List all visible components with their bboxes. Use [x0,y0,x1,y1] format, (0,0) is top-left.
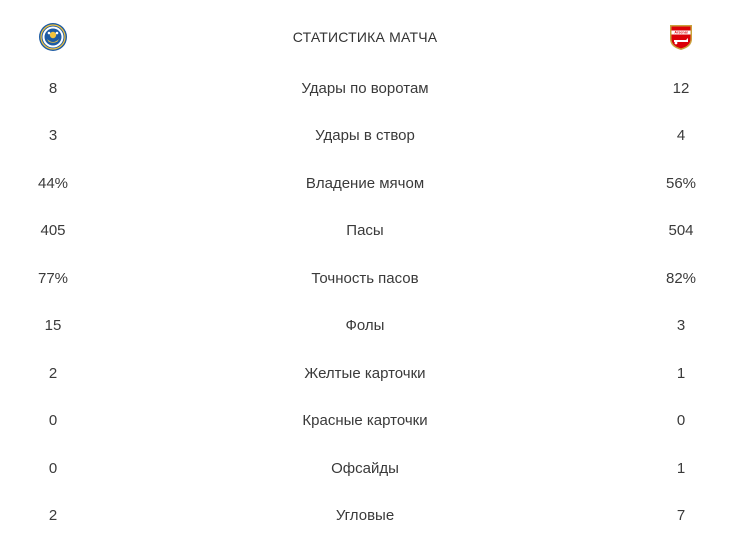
stat-row-offsides [0,457,730,481]
away-value: 82% [665,270,697,287]
stat-label: Пасы [346,222,384,239]
stat-row-yellow-cards [0,362,730,386]
stat-row-shots [0,77,730,101]
stat-label: Красные карточки [302,412,428,429]
stat-row-fouls [0,314,730,338]
away-value: 3 [676,317,686,334]
home-value: 405 [40,222,66,239]
home-value: 3 [48,127,58,144]
arsenal-crest-text: Arsenal [674,30,688,35]
home-value: 8 [48,80,58,97]
stat-row-corners [0,504,730,528]
home-value: 15 [44,317,62,334]
stat-label: Фолы [345,317,385,334]
stat-row-shots-on-target [0,124,730,148]
arsenal-crest-icon [666,22,696,52]
stat-label: Удары в створ [315,127,415,144]
stat-row-red-cards [0,409,730,433]
away-value: 1 [676,365,686,382]
home-value: 0 [48,460,58,477]
home-value: 2 [48,507,58,524]
away-value: 504 [668,222,694,239]
home-value: 0 [48,412,58,429]
home-value: 77% [37,270,69,287]
stat-label: Офсайды [331,460,399,477]
home-value: 2 [48,365,58,382]
stat-label: Владение мячом [305,175,425,192]
away-value: 56% [665,175,697,192]
stats-header [0,14,730,60]
stat-row-possession [0,172,730,196]
home-value: 44% [37,175,69,192]
away-value: 12 [672,80,690,97]
stat-label: Угловые [335,507,395,524]
stat-row-pass-accuracy [0,267,730,291]
away-value: 4 [676,127,686,144]
leicester-city-crest-icon [38,22,68,52]
stat-row-passes [0,219,730,243]
stat-label: Точность пасов [311,270,419,287]
away-value: 0 [676,412,686,429]
stat-label: Удары по воротам [301,80,429,97]
stat-label: Желтые карточки [304,365,426,382]
away-value: 1 [676,460,686,477]
stats-title: СТАТИСТИКА МАТЧА [292,29,438,45]
away-value: 7 [676,507,686,524]
